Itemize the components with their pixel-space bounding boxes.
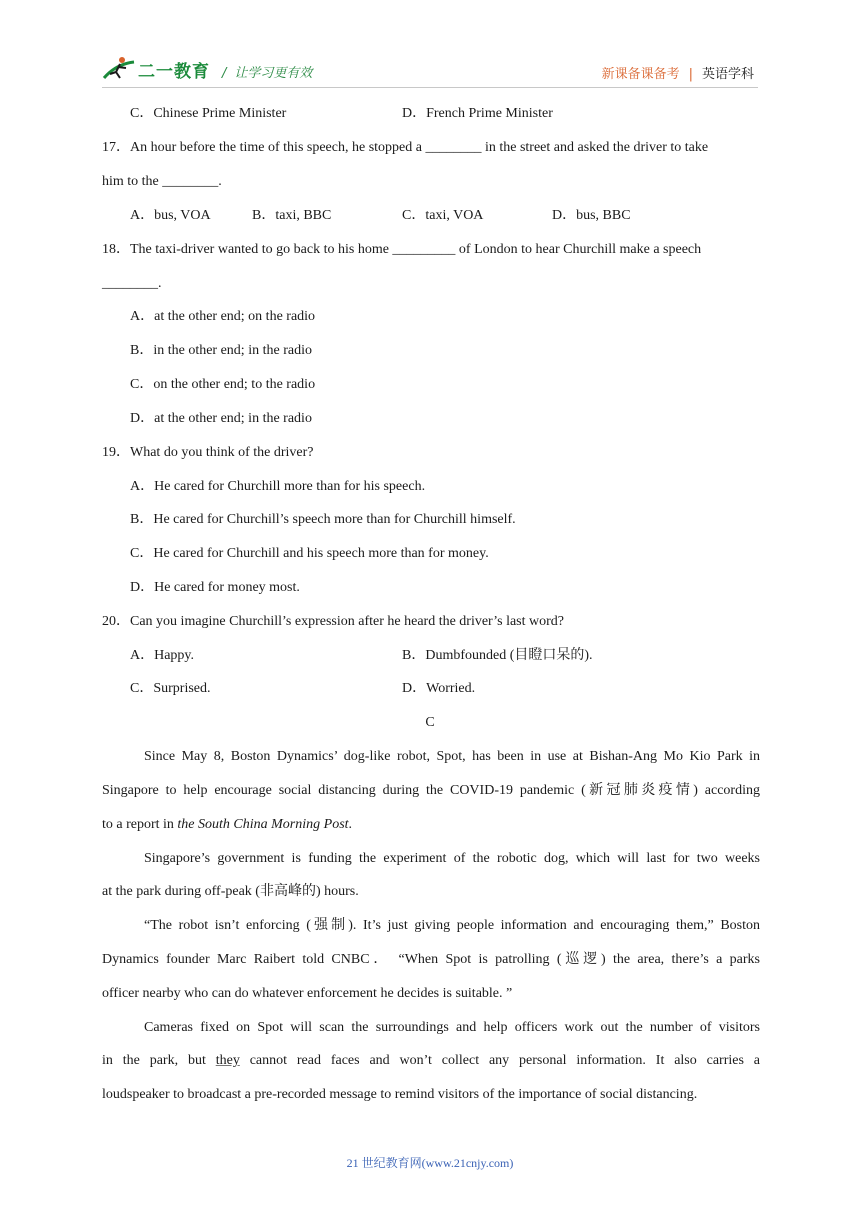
q17-stem-line2: him to the ________.: [102, 174, 222, 189]
running-figure-logo-icon: [102, 54, 136, 84]
q20-stem: 20．Can you imagine Churchill’s expression after he heard the driver’s last word?: [102, 614, 565, 629]
passage-p4-line3: loudspeaker to broadcast a pre-recorded message to remind visitors of the importance of social distancing.: [102, 1087, 698, 1102]
q20-option-a: A．Happy.: [130, 648, 195, 663]
q18-stem-line1: 18．The taxi-driver wanted to go back to his home _________ of London to hear Churchill make a speech: [102, 242, 702, 257]
passage-p4-line2: in the park, but they cannot read faces and won’t collect any personal information. It also carries a: [102, 1053, 760, 1068]
passage-p1-line2: Singapore to help encourage social distancing during the COVID-19 pandemic (新冠肺炎疫情) according: [102, 783, 760, 798]
q18-option-a: A．at the other end; on the radio: [130, 309, 316, 324]
passage-p1-line1: Since May 8, Boston Dynamics’ dog-like robot, Spot, has been in use at Bishan-Ang Mo Kio Park in: [144, 749, 760, 764]
exam-label: 新课备课备考: [601, 67, 680, 82]
logo: [102, 54, 210, 84]
q19-option-b: B．He cared for Churchill’s speech more than for Churchill himself.: [130, 512, 516, 527]
q18-option-b: B．in the other end; in the radio: [130, 343, 312, 358]
q17-option-a: A．bus, VOA: [130, 208, 211, 223]
q17-stem-line1: 17．An hour before the time of this speech, he stopped a ________ in the street and asked the driver to take: [102, 140, 709, 155]
passage-p4-line1: Cameras fixed on Spot will scan the surroundings and help officers work out the number of visitors: [144, 1020, 760, 1035]
section-title: C: [425, 715, 435, 730]
header-rule: [102, 87, 758, 88]
passage-p1-line3: to a report in the South China Morning Post.: [102, 817, 353, 832]
header-subject-info: [602, 63, 754, 82]
q19-option-c: C．He cared for Churchill and his speech more than for money.: [130, 546, 489, 561]
subject-label: 英语学科: [701, 67, 754, 82]
q17-option-b: B．taxi, BBC: [252, 208, 332, 223]
slogan: / 让学习更有效: [222, 66, 313, 81]
passage-p3-line3: officer nearby who can do whatever enforcement he decides is suitable. ”: [102, 986, 513, 1001]
underlined-word-they: they: [215, 1053, 240, 1068]
q18-option-c: C．on the other end; to the radio: [130, 377, 316, 392]
q20-option-c: C．Surprised.: [130, 681, 211, 696]
page-header: [102, 52, 758, 88]
q16-option-d: D．French Prime Minister: [402, 106, 553, 121]
passage-p2-line1: Singapore’s government is funding the experiment of the robotic dog, which will last for two weeks: [144, 851, 760, 866]
passage-p3-line1: “The robot isn’t enforcing (强制). It’s just giving people information and encouraging them,” Boston: [144, 918, 760, 933]
q17-option-d: D．bus, BBC: [552, 208, 631, 223]
q17-option-c: C．taxi, VOA: [402, 208, 484, 223]
q19-stem: 19．What do you think of the driver?: [102, 445, 314, 460]
q18-stem-line2: ________.: [102, 276, 162, 291]
source-title: the South China Morning Post: [177, 817, 349, 832]
q19-option-d: D．He cared for money most.: [130, 580, 300, 595]
q20-option-d: D．Worried.: [402, 681, 476, 696]
q18-option-d: D．at the other end; in the radio: [130, 411, 312, 426]
passage-p3-line2: Dynamics founder Marc Raibert told CNBC． “When Spot is patrolling (巡逻) the area, there’s a parks: [102, 952, 760, 967]
q19-option-a: A．He cared for Churchill more than for his speech.: [130, 479, 426, 494]
page-footer: 21 世纪教育网(www.21cnjy.com): [346, 1156, 514, 1170]
passage-p2-line2: at the park during off-peak (非高峰的) hours.: [102, 884, 359, 899]
q16-option-c: C．Chinese Prime Minister: [130, 106, 287, 121]
header-separator: |: [688, 67, 693, 82]
logo-text: 二一教育: [138, 61, 210, 82]
q20-option-b: B．Dumbfounded (目瞪口呆的).: [402, 648, 593, 663]
